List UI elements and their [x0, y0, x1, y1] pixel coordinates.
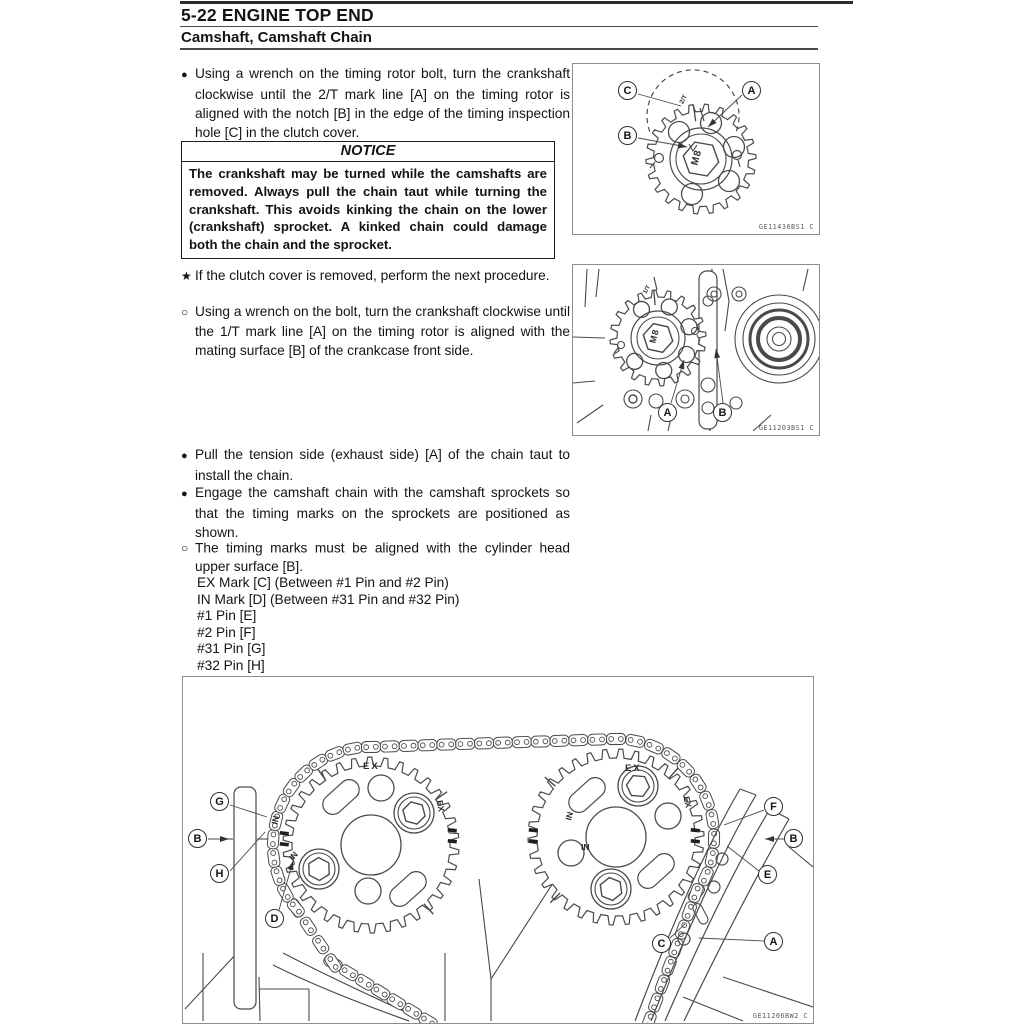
notice-box [181, 141, 555, 259]
header-rule [180, 26, 818, 28]
legend-item: IN Mark [D] (Between #31 Pin and #32 Pin) [197, 591, 460, 607]
step-paragraph [181, 445, 570, 485]
note-text: If the clutch cover is removed, perform the next procedure. [195, 268, 550, 283]
step-text: Pull the tension side (exhaust side) [A] of the chain taut to install the chain. [195, 447, 570, 483]
figure-timing-rotor-clutch-cover [572, 63, 820, 235]
step-paragraph [181, 483, 570, 542]
in-mark-label: IN [581, 842, 590, 852]
figure-caption: GE11203BS1 C [758, 424, 814, 432]
in-mark-label: IN [286, 849, 300, 863]
bolt-size-label: M8 [647, 327, 661, 345]
callout-e: E [758, 865, 777, 884]
in-mark-label: IN [269, 814, 282, 826]
step-text: Engage the camshaft chain with the camshaft sprockets so that the timing marks on the sprockets are positioned as shown. [195, 485, 570, 540]
substep-paragraph [181, 302, 570, 360]
bullet-marker: ● [181, 449, 188, 462]
step-paragraph [181, 64, 570, 142]
camshaft-sprockets-drawing [183, 677, 813, 1023]
ex-mark-label: EX [363, 761, 380, 772]
notice-body: The crankshaft may be turned while the camshafts are removed. Always pull the chain taut while turning the crankshaft. This avoids kinking the chain on the lower (crankshaft) sprocket. A kinked chain could damage both the chain and the sprocket. [189, 166, 547, 253]
step-text: Using a wrench on the timing rotor bolt, turn the crankshaft clockwise until the 2/T mark line [A] on the timing rotor is aligned with the notch [B] in the edge of the timing inspection hole [C] in the clutch cover. [195, 66, 570, 140]
ex-mark-label: EX [681, 795, 694, 809]
substep-text: The timing marks must be aligned with the cylinder head upper surface [B]. [195, 540, 570, 574]
callout-a: A [742, 81, 761, 100]
callout-b: B [713, 403, 732, 422]
callout-g: G [210, 792, 229, 811]
crankcase-front-drawing [573, 265, 819, 435]
figure-caption: GE11436BS1 C [758, 223, 814, 231]
figure-camshaft-sprockets [182, 676, 814, 1024]
callout-a: A [658, 403, 677, 422]
substep-paragraph [181, 539, 570, 576]
callout-h: H [210, 864, 229, 883]
legend-item: #1 Pin [E] [197, 608, 257, 624]
legend-item: #2 Pin [F] [197, 624, 256, 640]
callout-d: D [265, 909, 284, 928]
substep-text: Using a wrench on the bolt, turn the crankshaft clockwise until the 1/T mark line [A] on the timing rotor is aligned with the mating surface [B] of the crankcase front side. [195, 304, 570, 358]
callout-a: A [764, 932, 783, 951]
callout-b-right: B [784, 829, 803, 848]
bullet-marker: ● [181, 68, 188, 81]
callout-b: B [618, 126, 637, 145]
page-title: 5-22 ENGINE TOP END [181, 5, 374, 25]
ex-mark-label: EX [434, 799, 447, 813]
notice-title: NOTICE [182, 142, 554, 162]
callout-c: C [618, 81, 637, 100]
figure-timing-rotor-crankcase [572, 264, 820, 436]
timing-mark-label: 2/T [678, 93, 690, 106]
bolt-size-label: M8 [689, 148, 705, 167]
timing-mark-legend [197, 575, 459, 675]
top-rule [180, 1, 853, 4]
circle-marker: ○ [181, 541, 189, 555]
callout-b-left: B [188, 829, 207, 848]
note-paragraph [181, 266, 570, 286]
circle-marker: ○ [181, 304, 189, 319]
callout-c: C [652, 934, 671, 953]
ex-mark-label: EX [625, 763, 642, 774]
in-mark-label: IN [563, 810, 576, 822]
star-marker: ★ [181, 268, 192, 283]
timing-mark-label: 1/T [642, 284, 653, 296]
bullet-marker: ● [181, 487, 188, 500]
legend-item: #32 Pin [H] [197, 657, 265, 673]
callout-f: F [764, 797, 783, 816]
legend-item: EX Mark [C] (Between #1 Pin and #2 Pin) [197, 575, 449, 590]
subsection-rule [180, 48, 818, 50]
legend-item: #31 Pin [G] [197, 641, 266, 657]
figure-caption: GE11206BW2 C [752, 1012, 808, 1020]
subsection-title: Camshaft, Camshaft Chain [181, 29, 372, 46]
